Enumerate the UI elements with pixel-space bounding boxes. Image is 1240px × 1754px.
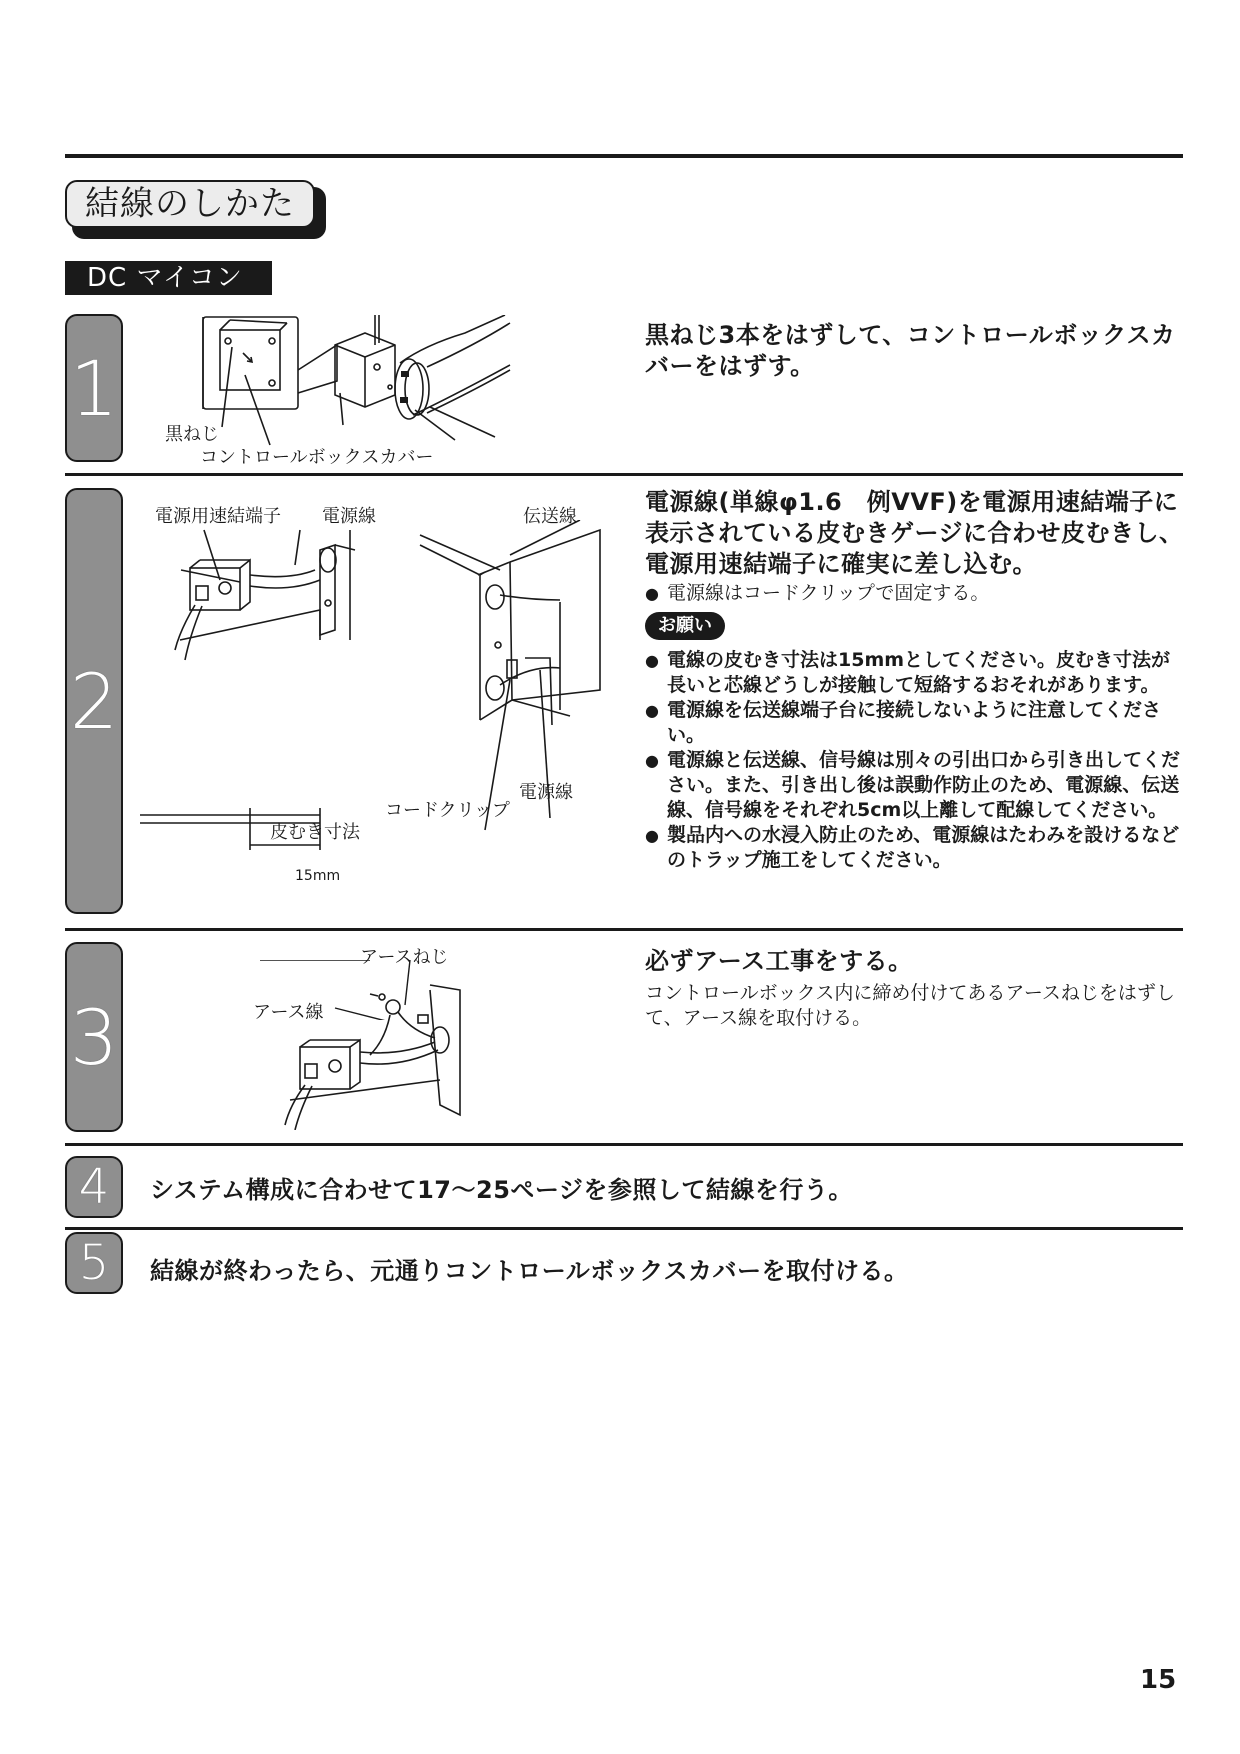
step2-illustration	[140, 520, 620, 890]
section-title-box	[65, 180, 327, 240]
step-number-3: 3	[65, 942, 123, 1132]
step-number-2: 2	[65, 488, 123, 914]
step3-leader-lines	[330, 960, 430, 1020]
label-15mm: 15mm	[295, 868, 341, 884]
label-power-terminal: 電源用速結端子	[155, 506, 281, 527]
request-item: ● 電源線と伝送線、信号線は別々の引出口から引き出してください。また、引き出し後は誤動作防止のため、電源線、伝送線、信号線をそれぞれ5cm以上離して配線してください。	[645, 748, 1185, 823]
subsection-label: DC マイコン	[65, 261, 272, 295]
section-title: 結線のしかた	[65, 180, 315, 228]
label-earth-screw: アースねじ	[360, 947, 449, 968]
step3-heading: 必ずアース工事をする。	[645, 947, 913, 975]
request-item: ● 電線の皮むき寸法は15mmとしてください。皮むき寸法が長いと芯線どうしが接触して短絡するおそれがあります。	[645, 648, 1185, 698]
label-cord-clip: コードクリップ	[385, 800, 510, 821]
step2-note: ● 電源線はコードクリップで固定する。	[645, 581, 1185, 606]
step-number-1: 1	[65, 314, 123, 462]
divider-2	[65, 928, 1183, 931]
request-item: ● 製品内への水浸入防止のため、電源線はたわみを設けるなどのトラップ施工をしてください。	[645, 823, 1185, 873]
step2-heading: 電源線(単線φ1.6 例VVF)を電源用速結端子に表示されている皮むきゲージに合わせ皮むきし、電源用速結端子に確実に差し込む。	[645, 488, 1184, 578]
request-list	[645, 648, 1185, 873]
label-black-screw: 黒ねじ	[165, 424, 219, 445]
step-number-5: 5	[65, 1232, 123, 1294]
step5-heading: 結線が終わったら、元通りコントロールボックスカバーを取付ける。	[150, 1257, 909, 1285]
request-item: ● 電源線を伝送線端子台に接続しないように注意してください。	[645, 698, 1185, 748]
label-power-line-2: 電源線	[519, 782, 573, 803]
label-control-box-cover: コントロールボックスカバー	[200, 447, 434, 468]
divider-3	[65, 1143, 1183, 1146]
step2-note-list	[645, 581, 1185, 606]
label-power-line: 電源線	[322, 506, 376, 527]
step-number-4: 4	[65, 1156, 123, 1218]
page-number: 15	[1140, 1665, 1177, 1695]
label-earth-wire: アース線	[253, 1002, 324, 1023]
label-strip-length: 皮むき寸法	[270, 822, 360, 843]
top-rule	[65, 154, 1183, 158]
divider-1	[65, 473, 1183, 476]
step4-heading: システム構成に合わせて17〜25ページを参照して結線を行う。	[150, 1176, 853, 1204]
request-badge: お願い	[645, 612, 725, 640]
step3-body: コントロールボックス内に締め付けてあるアースねじをはずして、アース線を取付ける。	[645, 982, 1175, 1029]
label-transmission-line: 伝送線	[523, 506, 577, 527]
divider-4	[65, 1227, 1183, 1230]
step1-heading: 黒ねじ3本をはずして、コントロールボックスカバーをはずす。	[645, 321, 1176, 380]
